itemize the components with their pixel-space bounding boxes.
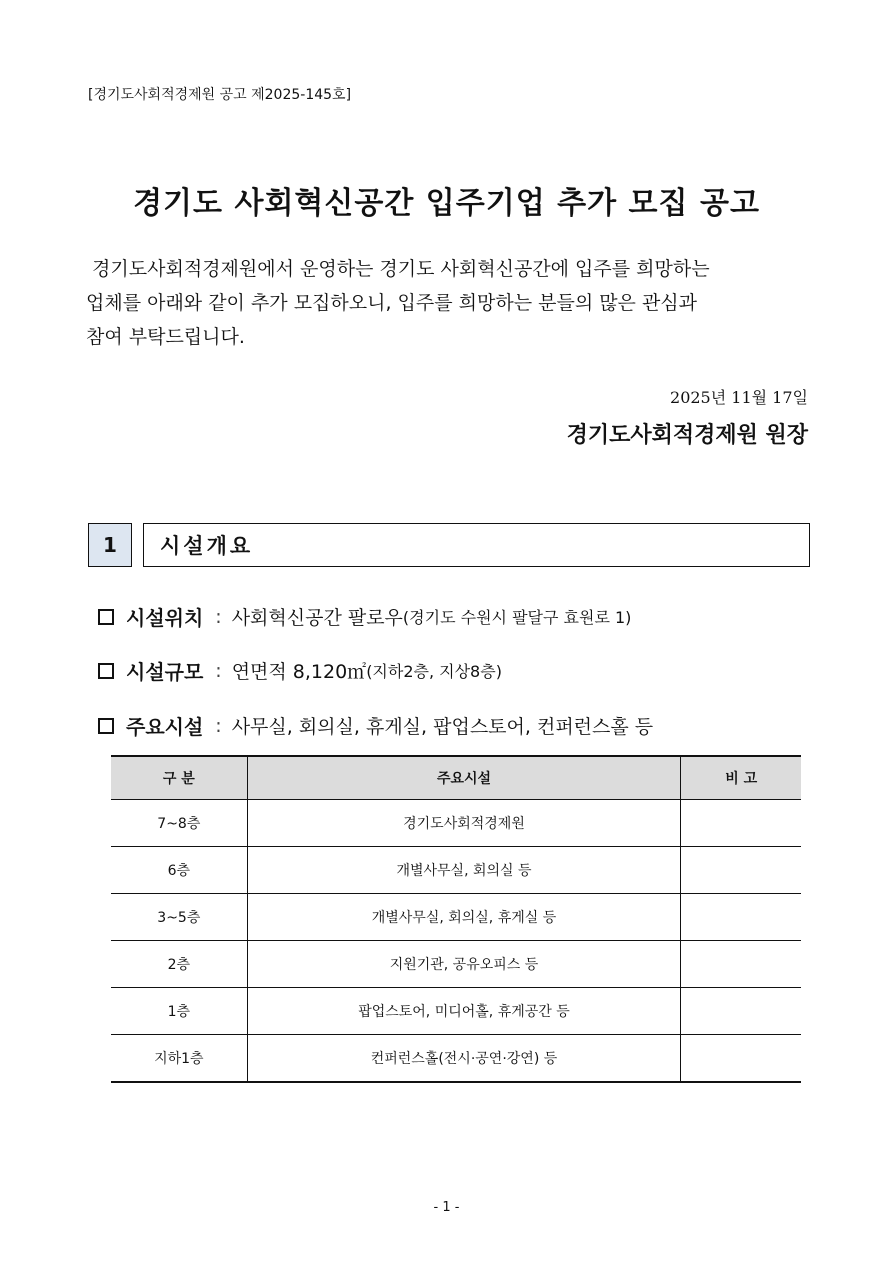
checkbox-square-icon [98,718,114,734]
cell-facility: 컨퍼런스홀(전시·공연·강연) 등 [247,1035,681,1083]
item-label: 주요시설 [126,715,204,739]
page-title: 경기도 사회혁신공간 입주기업 추가 모집 공고 [133,186,760,221]
intro-paragraph [86,252,808,354]
cell-facility: 개별사무실, 회의실, 휴게실 등 [247,894,681,941]
intro-line-3: 참여 부탁드립니다. [86,326,245,348]
item-value: 연면적 8,120㎡ [231,661,367,683]
table-row [111,800,801,847]
item-value: 사무실, 회의실, 휴게실, 팝업스토어, 컨퍼런스홀 등 [231,716,654,738]
section-title: 시설개요 [143,523,810,567]
table-row [111,988,801,1035]
table-row [111,941,801,988]
cell-facility: 개별사무실, 회의실 등 [247,847,681,894]
item-location [98,602,631,631]
cell-note [681,847,801,894]
table-row [111,847,801,894]
item-scale [98,656,502,685]
header-facility: 주요시설 [247,756,681,800]
cell-note [681,894,801,941]
cell-floor: 2층 [111,941,247,988]
item-label: 시설규모 [126,660,204,684]
cell-floor: 지하1층 [111,1035,247,1083]
table-row [111,1035,801,1083]
intro-line-1-text: 경기도사회적경제원에서 운영하는 경기도 사회혁신공간에 입주를 희망하는 [92,258,710,280]
item-colon: : [215,605,222,628]
table-row [111,894,801,941]
item-label: 시설위치 [126,606,204,630]
item-colon: : [215,714,222,737]
cell-note [681,800,801,847]
facility-table [111,755,801,1083]
cell-floor: 7~8층 [111,800,247,847]
page-number: - 1 - [433,1200,460,1215]
intro-line-1 [86,252,808,286]
intro-line-2: 업체를 아래와 같이 추가 모집하오니, 입주를 희망하는 분들의 많은 관심과 [86,292,698,314]
item-sub: (지하2층, 지상8층) [366,662,502,681]
table-header-row [111,756,801,800]
cell-floor: 3~5층 [111,894,247,941]
cell-floor: 1층 [111,988,247,1035]
section-number: 1 [88,523,132,567]
item-facilities [98,711,653,740]
checkbox-square-icon [98,609,114,625]
cell-note [681,1035,801,1083]
notice-number: [경기도사회적경제원 공고 제2025-145호] [88,87,352,103]
cell-facility: 경기도사회적경제원 [247,800,681,847]
notice-date: 2025년 11월 17일 [670,388,808,407]
header-note: 비 고 [681,756,801,800]
cell-facility: 팝업스토어, 미디어홀, 휴게공간 등 [247,988,681,1035]
item-colon: : [215,659,222,682]
cell-note [681,988,801,1035]
cell-floor: 6층 [111,847,247,894]
item-value: 사회혁신공간 팔로우 [231,607,403,629]
signer: 경기도사회적경제원 원장 [566,423,808,448]
item-sub: (경기도 수원시 팔달구 효원로 1) [402,608,632,627]
checkbox-square-icon [98,663,114,679]
cell-facility: 지원기관, 공유오피스 등 [247,941,681,988]
header-floor: 구 분 [111,756,247,800]
cell-note [681,941,801,988]
